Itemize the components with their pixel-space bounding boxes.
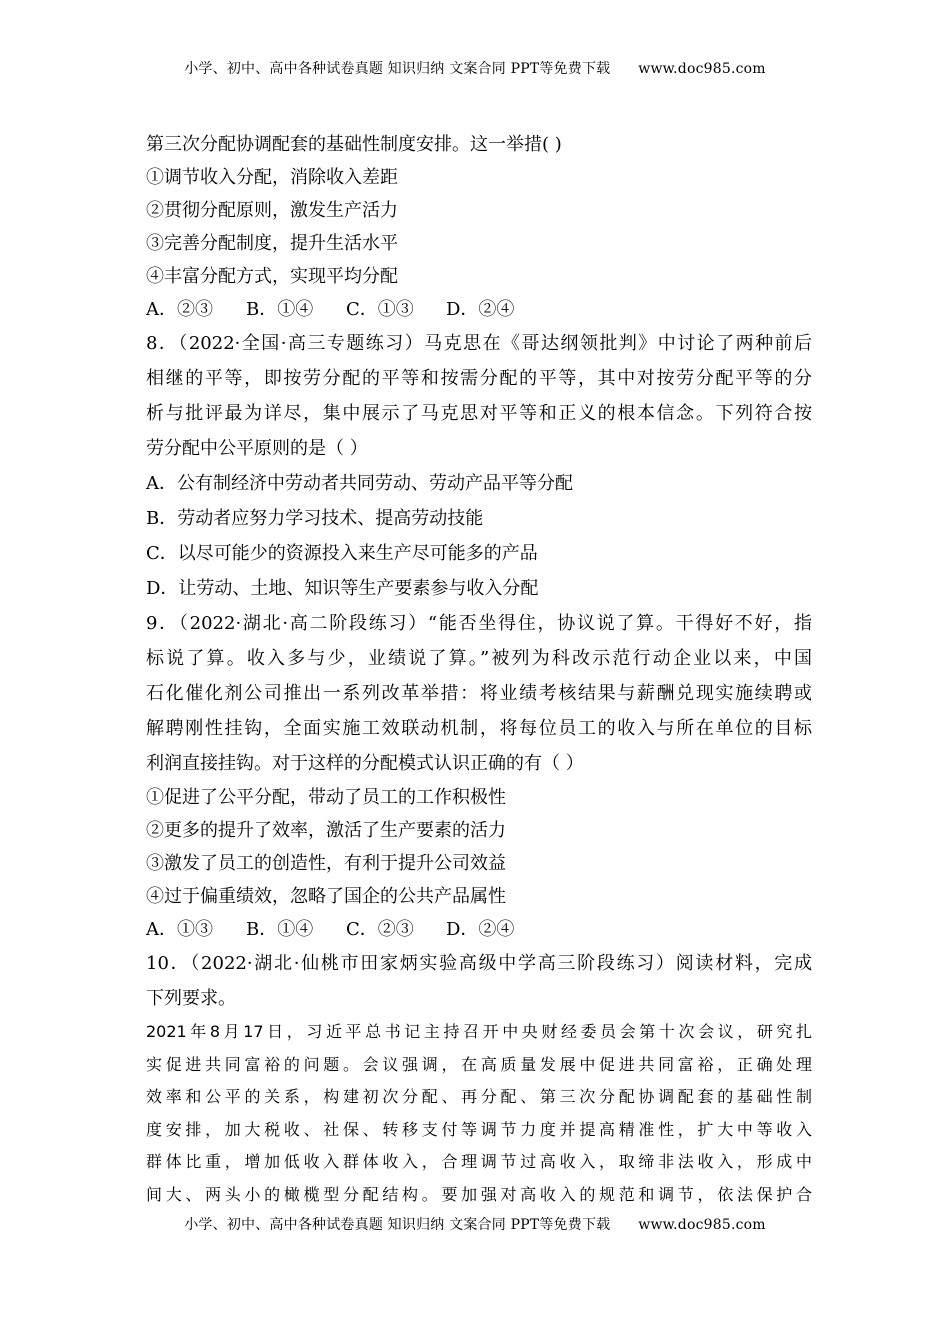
- q10-material-line: 度安排，加大税收、社保、转移支付等调节力度并提高精准性，扩大中等收入: [146, 1119, 812, 1139]
- q8-option-c: C．以尽可能少的资源投入来生产尽可能多的产品: [146, 543, 538, 564]
- q7-choice: ②贯彻分配原则，激发生产活力: [146, 200, 398, 221]
- q7-options: [146, 293, 812, 326]
- q10-stem-line: 下列要求。: [146, 988, 236, 1009]
- q10-stem-line: 10．（2022·湖北·仙桃市田家炳实验高级中学高三阶段练习）阅读材料，完成: [146, 953, 812, 974]
- q7-choice: ③完善分配制度，提升生活水平: [146, 233, 398, 254]
- q7-choice: ④丰富分配方式，实现平均分配: [146, 266, 398, 287]
- q8-stem-line: 析与批评最为详尽，集中展示了马克思对平等和正义的根本信念。下列符合按: [146, 403, 812, 424]
- q10-material-line: 间大、两头小的橄榄型分配结构。要加强对高收入的规范和调节，依法保护合: [146, 1184, 812, 1204]
- q8-stem-line: 劳分配中公平原则的是（ ）: [146, 438, 368, 459]
- q10-material-line: 2021年8月17日，习近平总书记主持召开中央财经委员会第十次会议，研究扎: [146, 1022, 812, 1041]
- q9-choice: ①促进了公平分配，带动了员工的工作积极性: [146, 787, 506, 808]
- q9-choice: ④过于偏重绩效，忽略了国企的公共产品属性: [146, 886, 506, 907]
- q8-option-d: D．让劳动、土地、知识等生产要素参与收入分配: [146, 578, 539, 599]
- q9-option-d: D．②④: [446, 919, 515, 940]
- page-footer: [0, 1214, 950, 1234]
- q9-choice: ③激发了员工的创造性，有利于提升公司效益: [146, 853, 506, 874]
- q9-stem-line: 标说了算。收入多与少，业绩说了算。”被列为科改示范行动企业以来，中国: [146, 648, 812, 669]
- q8-stem-line: 8．（2022·全国·高三专题练习）马克思在《哥达纲领批判》中讨论了两种前后: [146, 333, 812, 354]
- question-10: [146, 946, 812, 1211]
- q7-option-b: B．①④: [246, 299, 314, 320]
- q8-option-b: B．劳动者应努力学习技术、提高劳动技能: [146, 508, 484, 529]
- q10-material-line: 实促进共同富裕的问题。会议强调，在高质量发展中促进共同富裕，正确处理: [146, 1054, 812, 1074]
- page-header: [0, 58, 950, 78]
- footer-site: www.doc985.com: [638, 1217, 766, 1233]
- q9-stem-line: 解聘刚性挂钩，全面实施工效联动机制，将每位员工的收入与所在单位的目标: [146, 718, 812, 739]
- q10-material-line: 效率和公平的关系，构建初次分配、再分配、第三次分配协调配套的基础性制: [146, 1087, 812, 1106]
- header-text: 小学、初中、高中各种试卷真题 知识归纳 文案合同 PPT等免费下载: [184, 61, 611, 77]
- footer-text: 小学、初中、高中各种试卷真题 知识归纳 文案合同 PPT等免费下载: [184, 1217, 611, 1233]
- q9-options: [146, 913, 812, 946]
- q9-choice: ②更多的提升了效率，激活了生产要素的活力: [146, 820, 506, 841]
- q7-line: 第三次分配协调配套的基础性制度安排。这一举措( ): [146, 134, 562, 155]
- q9-option-c: C．②③: [346, 919, 414, 940]
- q7-option-d: D．②④: [446, 299, 515, 320]
- q9-option-b: B．①④: [246, 919, 314, 940]
- q9-option-a: A．①③: [146, 919, 213, 940]
- q8-stem-line: 相继的平等，即按劳分配的平等和按需分配的平等，其中对按劳分配平等的分: [146, 368, 812, 389]
- question-7-tail: [146, 128, 812, 326]
- header-site: www.doc985.com: [638, 61, 766, 77]
- q10-material-line: 群体比重，增加低收入群体收入，合理调节过高收入，取缔非法收入，形成中: [146, 1152, 812, 1171]
- q7-option-c: C．①③: [346, 299, 414, 320]
- question-8: [146, 326, 812, 606]
- q9-stem-line: 利润直接挂钩。对于这样的分配模式认识正确的有（ ）: [146, 753, 584, 774]
- page-content: [146, 128, 812, 1211]
- q8-option-a: A．公有制经济中劳动者共同劳动、劳动产品平等分配: [146, 473, 573, 494]
- question-9: [146, 606, 812, 946]
- q9-stem-line: 石化催化剂公司推出一系列改革举措：将业绩考核结果与薪酬兑现实施续聘或: [146, 683, 812, 704]
- q7-option-a: A．②③: [146, 299, 213, 320]
- q9-stem-line: 9．（2022·湖北·高二阶段练习）“能否坐得住，协议说了算。干得好不好，指: [146, 613, 812, 634]
- q7-choice: ①调节收入分配，消除收入差距: [146, 167, 398, 188]
